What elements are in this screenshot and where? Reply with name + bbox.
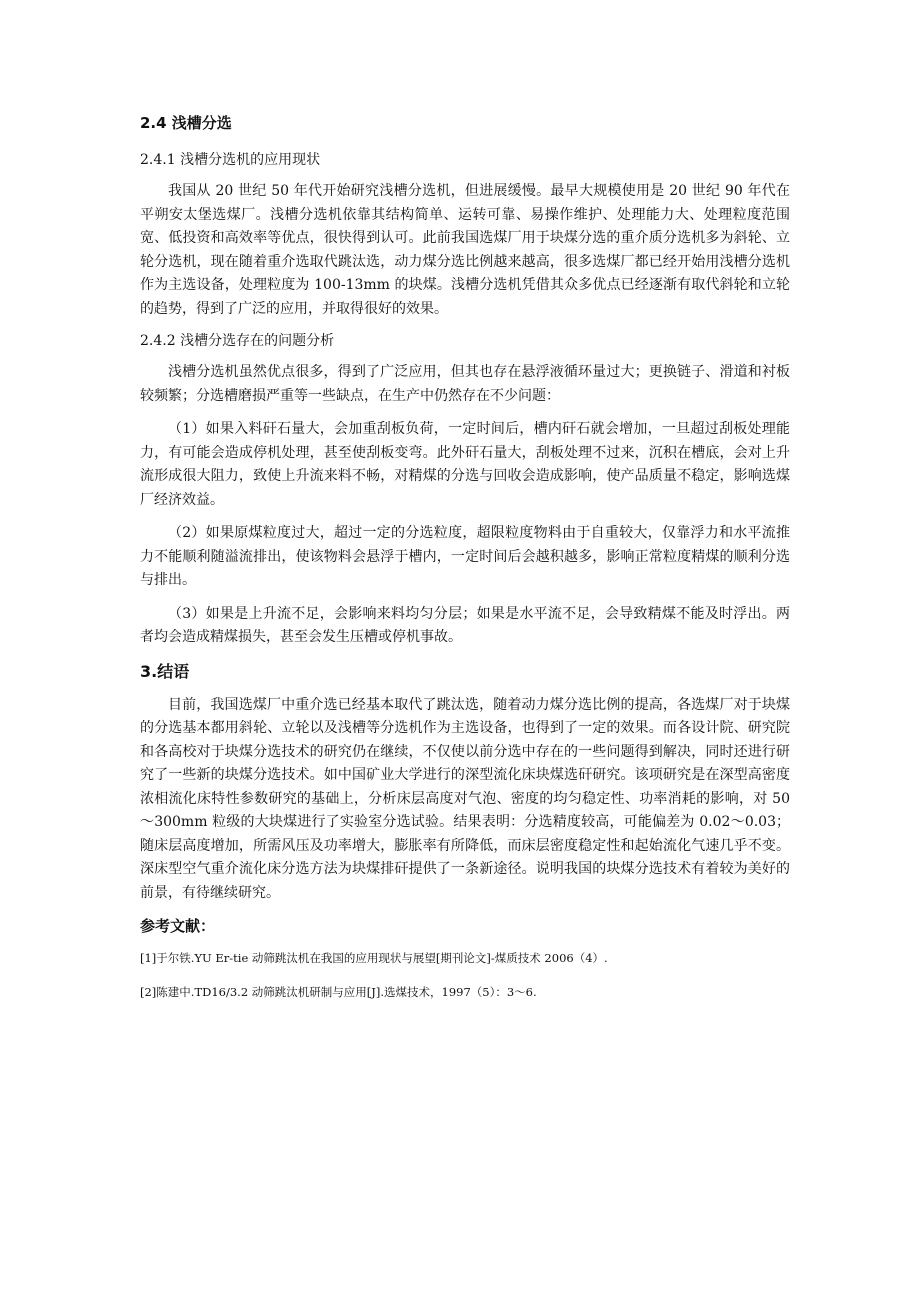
subsection-heading-2-4-2: 2.4.2 浅槽分选存在的问题分析 bbox=[140, 333, 335, 349]
section-heading-2-4: 2.4 浅槽分选 bbox=[140, 114, 232, 132]
conclusion-heading: 3.结语 bbox=[140, 661, 190, 681]
paragraph-conclusion: 目前，我国选煤厂中重介选已经基本取代了跳汰选，随着动力煤分选比例的提高，各选煤厂对于块煤的分选基本都用斜轮、立轮以及浅槽等分选机作为主选设备，也得到了一定的效果。而各设计院、研究院和各高校对于块煤分选技术的研究仍在继续，不仅使以前分选中存在的一些问题得到解决，同时还进行研究了一些新的块煤分选技术。如中国矿业大学进行的深型流化床块煤选矸研究。该项研究是在深型高密度浓相流化床特性参数研究的基础上，分析床层高度对气泡、密度的均匀稳定性、功率消耗的影响，对 50～300mm 粒级的大块煤进行了实验室分选试验。结果表明：分选精度较高，可能偏差为 0.02～0.03；随床层高度增加，所需风压及功率增大，膨胀率有所降低，而床层密度稳定性和起始流化气速几乎不变。深床型空气重介流化床分选方法为块煤排矸提供了一条新途径。说明我国的块煤分选技术有着较为美好的前景，有待继续研究。 bbox=[140, 696, 790, 901]
document-page bbox=[140, 112, 790, 1017]
paragraph-problem-3: （3）如果是上升流不足，会影响来料均匀分层；如果是水平流不足，会导致精煤不能及时浮出。两者均会造成精煤损失，甚至会发生压槽或停机事故。 bbox=[140, 605, 790, 645]
reference-item-2: [2]陈建中.TD16/3.2 动筛跳汰机研制与应用[J].选煤技术，1997（5）：3～6. bbox=[140, 985, 537, 999]
subsection-heading-2-4-1: 2.4.1 浅槽分选机的应用现状 bbox=[140, 152, 321, 168]
paragraph-problems-intro: 浅槽分选机虽然优点很多，得到了广泛应用，但其也存在悬浮液循环量过大；更换链子、滑道和衬板较频繁；分选槽磨损严重等一些缺点，在生产中仍然存在不少问题： bbox=[140, 364, 790, 404]
paragraph-problem-2: （2）如果原煤粒度过大，超过一定的分选粒度，超限粒度物料由于自重较大，仅靠浮力和水平流推力不能顺利随溢流排出，使该物料会悬浮于槽内，一定时间后会越积越多，影响正常粒度精煤的顺利分选与排出。 bbox=[140, 525, 790, 588]
references-heading: 参考文献： bbox=[140, 917, 216, 935]
paragraph-application-status: 我国从 20 世纪 50 年代开始研究浅槽分选机，但进展缓慢。最早大规模使用是 20 世纪 90 年代在平朔安太堡选煤厂。浅槽分选机依靠其结构简单、运转可靠、易操作维护、处理能力大、处理粒度范围宽、低投资和高效率等优点，很快得到认可。此前我国选煤厂用于块煤分选的重介质分选机多为斜轮、立轮分选机，现在随着重介选取代跳汰选，动力煤分选比例越来越高，很多选煤厂都已经开始用浅槽分选机作为主选设备，处理粒度为 100-13mm 的块煤。浅槽分选机凭借其众多优点已经逐渐有取代斜轮和立轮的趋势，得到了广泛的应用，并取得很好的效果。 bbox=[140, 183, 790, 317]
reference-item-1: [1]于尔铁.YU Er-tie 动筛跳汰机在我国的应用现状与展望[期刊论文]-煤质技术 2006（4）. bbox=[140, 951, 608, 965]
paragraph-problem-1: （1）如果入料矸石量大，会加重刮板负荷，一定时间后，槽内矸石就会增加，一旦超过刮板处理能力，有可能会造成停机处理，甚至使刮板变弯。此外矸石量大，刮板处理不过来，沉积在槽底，会对上升流形成很大阻力，致使上升流来料不畅，对精煤的分选与回收会造成影响，使产品质量不稳定，影响选煤厂经济效益。 bbox=[140, 421, 790, 508]
